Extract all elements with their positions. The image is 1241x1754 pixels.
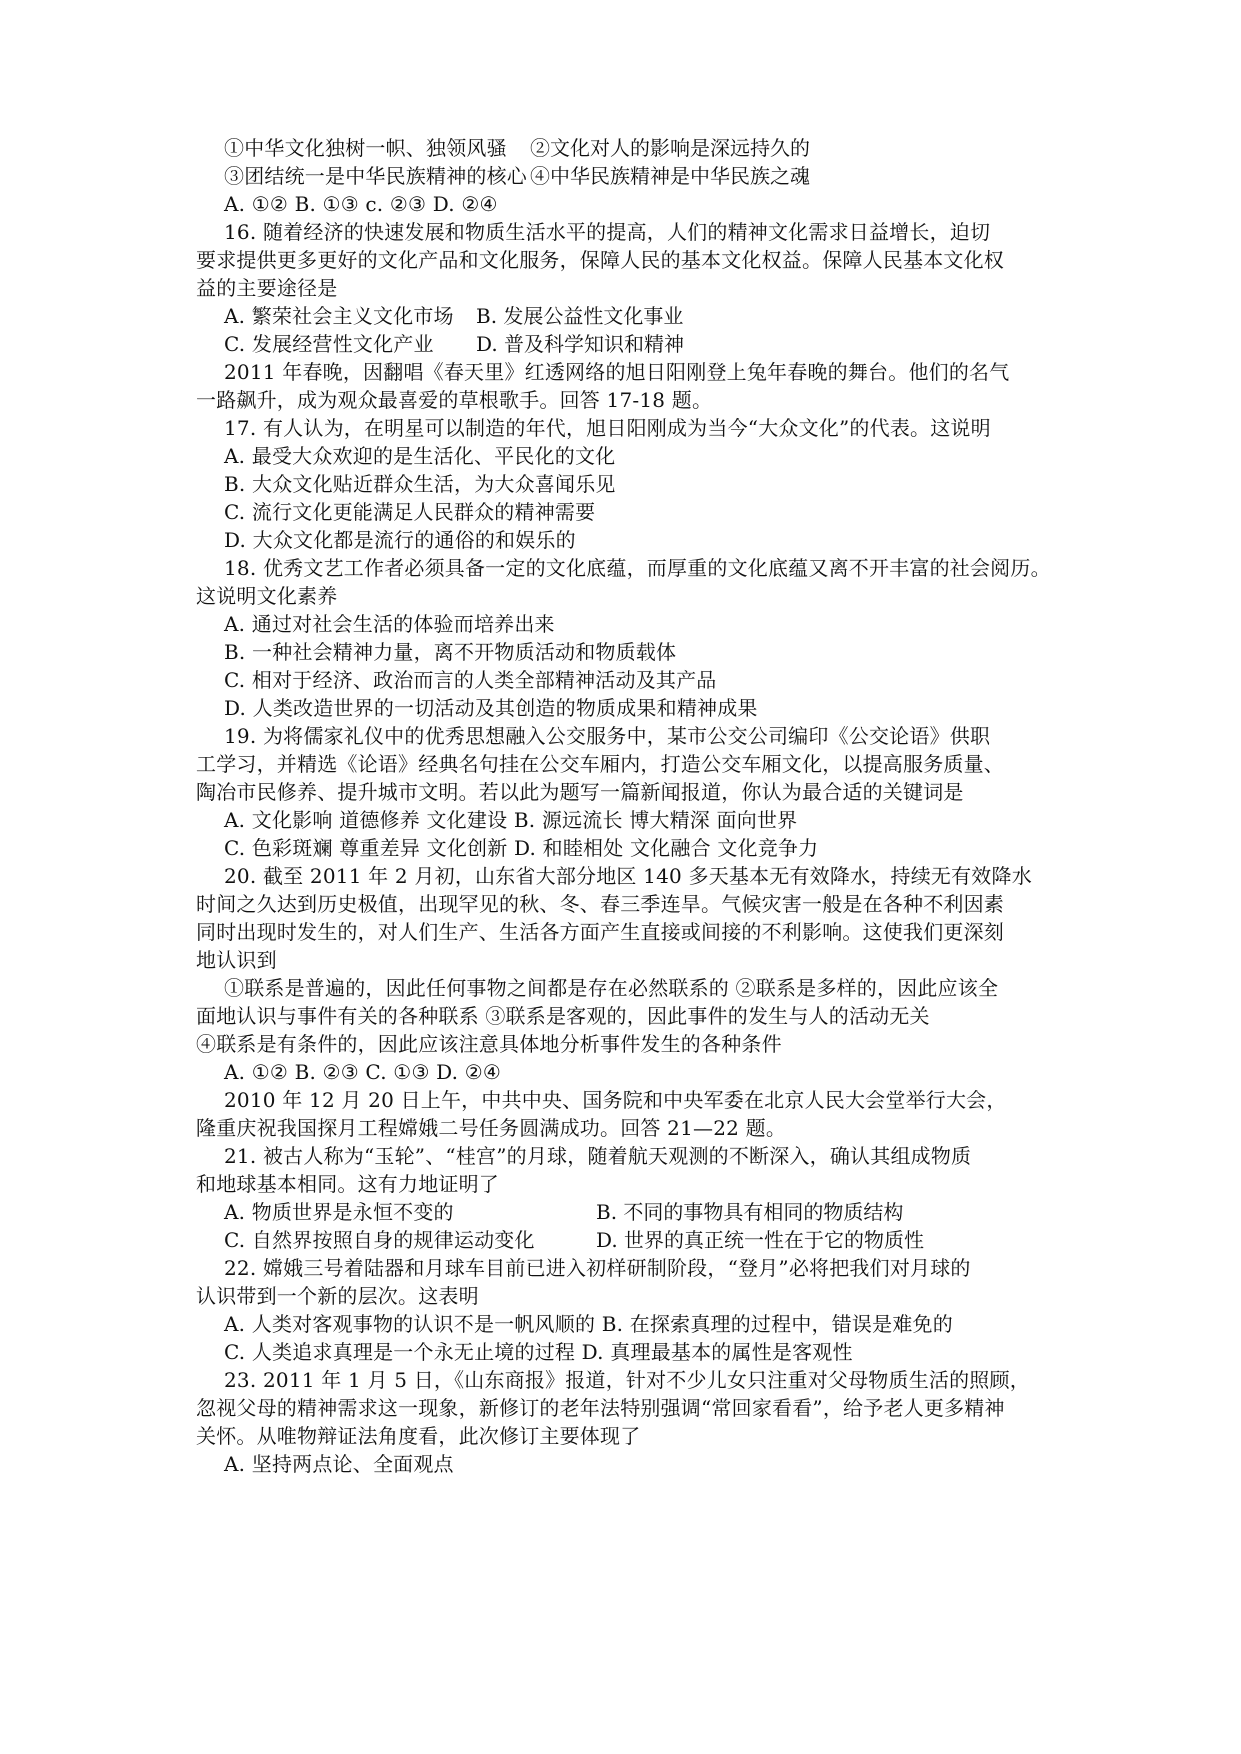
q15-choices: A. ①② B. ①③ c. ②③ D. ②④ (224, 192, 498, 216)
intro-21-22-line-1: 2010 年 12 月 20 日上午，中共中央、国务院和中央军委在北京人民大会堂举行大会， (224, 1088, 1007, 1112)
q19-stem-line-3: 陶冶市民修养、提升城市文明。若以此为题写一篇新闻报道，你认为最合适的关键词是 (196, 780, 964, 804)
q20-statements-line-3: ④联系是有条件的，因此应该注意具体地分析事件发生的各种条件 (196, 1032, 782, 1056)
q16-option-c: C. 发展经营性文化产业 (224, 332, 434, 356)
q18-option-d: D. 人类改造世界的一切活动及其创造的物质成果和精神成果 (224, 696, 758, 720)
q22-options-ab: A. 人类对客观事物的认识不是一帆风顺的 B. 在探索真理的过程中，错误是难免的 (224, 1312, 953, 1336)
q16-stem-line-3: 益的主要途径是 (196, 276, 338, 300)
q15-option-2: ②文化对人的影响是深远持久的 (530, 136, 810, 160)
q16-option-d: D. 普及科学知识和精神 (476, 332, 685, 356)
q21-option-d: D. 世界的真正统一性在于它的物质性 (596, 1228, 925, 1252)
q19-options-ab: A. 文化影响 道德修养 文化建设 B. 源远流长 博大精深 面向世界 (224, 808, 798, 832)
q18-stem-line-2: 这说明文化素养 (196, 584, 338, 608)
q15-option-4: ④中华民族精神是中华民族之魂 (530, 164, 810, 188)
q18-option-c: C. 相对于经济、政治而言的人类全部精神活动及其产品 (224, 668, 717, 692)
q21-option-b: B. 不同的事物具有相同的物质结构 (596, 1200, 904, 1224)
q20-statements-line-1: ①联系是普遍的，因此任何事物之间都是存在必然联系的 ②联系是多样的，因此应该全 (224, 976, 999, 1000)
intro-17-18-line-1: 2011 年春晚，因翻唱《春天里》红透网络的旭日阳刚登上兔年春晚的舞台。他们的名气 (224, 360, 1010, 384)
q19-stem-line-2: 工学习，并精选《论语》经典名句挂在公交车厢内，打造公交车厢文化，以提高服务质量、 (196, 752, 1004, 776)
intro-17-18-line-2: 一路飙升，成为观众最喜爱的草根歌手。回答 17-18 题。 (196, 388, 713, 412)
q16-option-b: B. 发展公益性文化事业 (476, 304, 684, 328)
q17-stem: 17. 有人认为，在明星可以制造的年代，旭日阳刚成为当今“大众文化”的代表。这说明 (224, 416, 991, 440)
q16-stem-line-2: 要求提供更多更好的文化产品和文化服务，保障人民的基本文化权益。保障人民基本文化权 (196, 248, 1004, 272)
q17-option-a: A. 最受大众欢迎的是生活化、平民化的文化 (224, 444, 616, 468)
q19-options-cd: C. 色彩斑斓 尊重差异 文化创新 D. 和睦相处 文化融合 文化竞争力 (224, 836, 819, 860)
q18-option-a: A. 通过对社会生活的体验而培养出来 (224, 612, 555, 636)
q20-stem-line-1: 20. 截至 2011 年 2 月初，山东省大部分地区 140 多天基本无有效降水，持续无有效降水 (224, 864, 1032, 888)
q23-stem-line-1: 23. 2011 年 1 月 5 日，《山东商报》报道，针对不少儿女只注重对父母物质生活的照顾， (224, 1368, 1030, 1392)
q15-option-1: ①中华文化独树一帜、独领风骚 (224, 136, 507, 160)
q22-options-cd: C. 人类追求真理是一个永无止境的过程 D. 真理最基本的属性是客观性 (224, 1340, 853, 1364)
q17-option-b: B. 大众文化贴近群众生活，为大众喜闻乐见 (224, 472, 616, 496)
q23-stem-line-3: 关怀。从唯物辩证法角度看，此次修订主要体现了 (196, 1424, 641, 1448)
intro-21-22-line-2: 隆重庆祝我国探月工程嫦娥二号任务圆满成功。回答 21—22 题。 (196, 1116, 787, 1140)
q19-stem-line-1: 19. 为将儒家礼仪中的优秀思想融入公交服务中，某市公交公司编印《公交论语》供职 (224, 724, 991, 748)
q23-stem-line-2: 忽视父母的精神需求这一现象，新修订的老年法特别强调“常回家看看”，给予老人更多精神 (196, 1396, 1005, 1420)
q22-stem-line-1: 22. 嫦娥三号着陆器和月球车目前已进入初样研制阶段，“登月”必将把我们对月球的 (224, 1256, 971, 1280)
q17-option-c: C. 流行文化更能满足人民群众的精神需要 (224, 500, 596, 524)
q16-option-a: A. 繁荣社会主义文化市场 (224, 304, 454, 328)
q20-statements-line-2: 面地认识与事件有关的各种联系 ③联系是客观的，因此事件的发生与人的活动无关 (196, 1004, 930, 1028)
q22-stem-line-2: 认识带到一个新的层次。这表明 (196, 1284, 479, 1308)
q21-stem-line-2: 和地球基本相同。这有力地证明了 (196, 1172, 499, 1196)
q20-stem-line-4: 地认识到 (196, 948, 277, 972)
q20-stem-line-2: 时间之久达到历史极值，出现罕见的秋、冬、春三季连旱。气候灾害一般是在各种不利因素 (196, 892, 1004, 916)
q16-stem-line-1: 16. 随着经济的快速发展和物质生活水平的提高，人们的精神文化需求日益增长，迫切 (224, 220, 991, 244)
q20-stem-line-3: 同时出现时发生的，对人们生产、生活各方面产生直接或间接的不利影响。这使我们更深刻 (196, 920, 1004, 944)
q17-option-d: D. 大众文化都是流行的通俗的和娱乐的 (224, 528, 576, 552)
q15-option-3: ③团结统一是中华民族精神的核心 (224, 164, 527, 188)
q23-option-a: A. 坚持两点论、全面观点 (224, 1452, 454, 1476)
q18-option-b: B. 一种社会精神力量，离不开物质活动和物质载体 (224, 640, 677, 664)
q21-option-c: C. 自然界按照自身的规律运动变化 (224, 1228, 535, 1252)
q20-choices: A. ①② B. ②③ C. ①③ D. ②④ (224, 1060, 502, 1084)
q21-stem-line-1: 21. 被古人称为“玉轮”、“桂宫”的月球，随着航天观测的不断深入，确认其组成物质 (224, 1144, 972, 1168)
q21-option-a: A. 物质世界是永恒不变的 (224, 1200, 454, 1224)
q18-stem-line-1: 18. 优秀文艺工作者必须具备一定的文化底蕴，而厚重的文化底蕴又离不开丰富的社会阅历。 (224, 556, 1051, 580)
